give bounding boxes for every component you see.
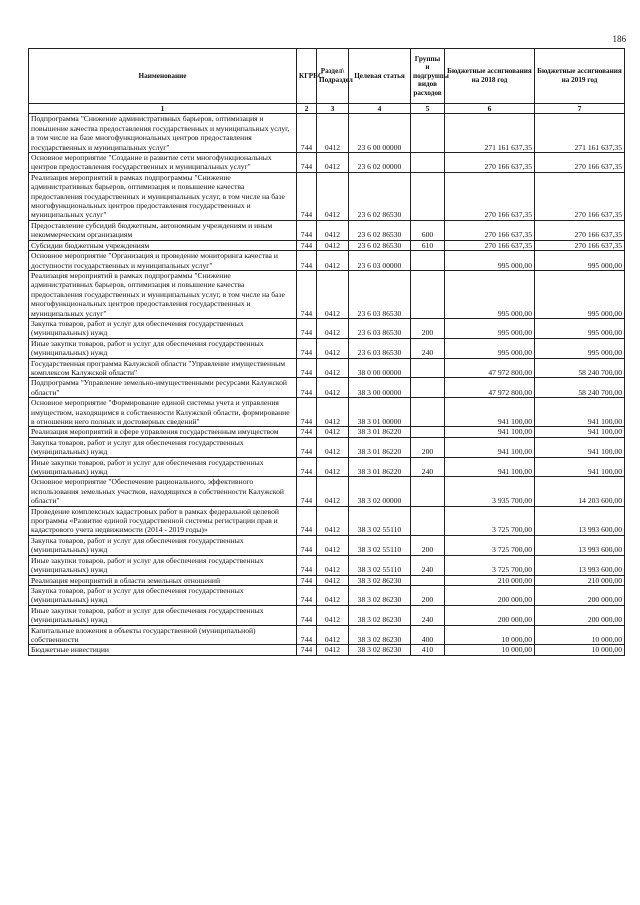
row-group-cell: [411, 153, 445, 173]
row-article-cell: 38 3 02 55110: [349, 535, 411, 555]
row-kgrbs-cell: 744: [297, 437, 317, 457]
row-name-cell: Подпрограмма "Управление земельно-имущественными ресурсами Калужской области": [29, 378, 297, 398]
row-budget-2019-cell: 200 000,00: [535, 585, 625, 605]
row-group-cell: [411, 270, 445, 318]
row-budget-2018-cell: 3 725 700,00: [445, 555, 535, 575]
table-row: [29, 427, 625, 437]
row-name-cell: Иные закупки товаров, работ и услуг для обеспечения государственных (муниципальных) нужд: [29, 555, 297, 575]
row-budget-2019-cell: 14 203 600,00: [535, 477, 625, 506]
row-name-cell: Основное мероприятие "Создание и развитие сети многофункциональных центров предоставления государственных и муниципальных услуг": [29, 153, 297, 173]
row-group-cell: [411, 427, 445, 437]
row-section-cell: 0412: [317, 457, 349, 477]
row-kgrbs-cell: 744: [297, 240, 317, 250]
row-budget-2019-cell: 10 000,00: [535, 625, 625, 645]
row-group-cell: [411, 477, 445, 506]
row-group-cell: 610: [411, 240, 445, 250]
row-kgrbs-cell: 744: [297, 506, 317, 535]
row-budget-2019-cell: 995 000,00: [535, 338, 625, 358]
table-row: [29, 251, 625, 271]
table-row: [29, 220, 625, 240]
row-budget-2019-cell: 270 166 637,35: [535, 220, 625, 240]
row-budget-2019-cell: 210 000,00: [535, 575, 625, 585]
row-group-cell: 600: [411, 220, 445, 240]
row-kgrbs-cell: 744: [297, 378, 317, 398]
row-section-cell: 0412: [317, 625, 349, 645]
row-budget-2018-cell: 270 166 637,35: [445, 240, 535, 250]
column-number: 4: [349, 104, 411, 114]
row-group-cell: [411, 251, 445, 271]
row-kgrbs-cell: 744: [297, 270, 317, 318]
row-group-cell: [411, 575, 445, 585]
row-section-cell: 0412: [317, 645, 349, 655]
header-section: Раздел\ Подраздел: [317, 49, 349, 104]
row-article-cell: 38 3 02 55110: [349, 506, 411, 535]
row-budget-2018-cell: 3 725 700,00: [445, 506, 535, 535]
row-name-cell: Основное мероприятие "Формирование единой системы учета и управления имуществом, находящимся в собственности Калужской области, формирование в отношении него полных и достоверных сведений": [29, 398, 297, 427]
row-article-cell: 23 6 02 86530: [349, 240, 411, 250]
column-number: 3: [317, 104, 349, 114]
row-kgrbs-cell: 744: [297, 398, 317, 427]
row-name-cell: Предоставление субсидий бюджетным, автономным учреждениям и иным некоммерческим организациям: [29, 220, 297, 240]
row-name-cell: Закупка товаров, работ и услуг для обеспечения государственных (муниципальных) нужд: [29, 535, 297, 555]
column-number: 2: [297, 104, 317, 114]
column-number: 5: [411, 104, 445, 114]
row-name-cell: Капитальные вложения в объекты государственной (муниципальной) собственности: [29, 625, 297, 645]
row-budget-2019-cell: 941 100,00: [535, 398, 625, 427]
column-number: 6: [445, 104, 535, 114]
row-article-cell: 38 3 02 86230: [349, 645, 411, 655]
row-group-cell: 200: [411, 585, 445, 605]
row-group-cell: 200: [411, 318, 445, 338]
row-name-cell: Закупка товаров, работ и услуг для обеспечения государственных (муниципальных) нужд: [29, 585, 297, 605]
row-section-cell: 0412: [317, 506, 349, 535]
row-budget-2019-cell: 995 000,00: [535, 318, 625, 338]
row-budget-2018-cell: 995 000,00: [445, 338, 535, 358]
row-section-cell: 0412: [317, 398, 349, 427]
row-group-cell: 240: [411, 555, 445, 575]
table-row: [29, 575, 625, 585]
table-row: [29, 358, 625, 378]
row-kgrbs-cell: 744: [297, 605, 317, 625]
row-section-cell: 0412: [317, 427, 349, 437]
row-section-cell: 0412: [317, 318, 349, 338]
row-kgrbs-cell: 744: [297, 585, 317, 605]
row-section-cell: 0412: [317, 220, 349, 240]
row-section-cell: 0412: [317, 153, 349, 173]
row-group-cell: [411, 172, 445, 220]
column-number-row: [29, 104, 625, 114]
row-article-cell: 38 3 01 00000: [349, 398, 411, 427]
row-budget-2019-cell: 271 161 637,35: [535, 114, 625, 153]
table-row: [29, 114, 625, 153]
row-section-cell: 0412: [317, 251, 349, 271]
row-budget-2019-cell: 270 166 637,35: [535, 172, 625, 220]
table-row: [29, 437, 625, 457]
table-row: [29, 240, 625, 250]
row-article-cell: 23 6 02 86530: [349, 220, 411, 240]
row-section-cell: 0412: [317, 575, 349, 585]
row-budget-2018-cell: 3 935 700,00: [445, 477, 535, 506]
row-budget-2019-cell: 941 100,00: [535, 427, 625, 437]
row-name-cell: Основное мероприятие "Обеспечение рационального, эффективного использования земельных участков, находящихся в собственности Калужской области": [29, 477, 297, 506]
row-section-cell: 0412: [317, 240, 349, 250]
row-budget-2018-cell: 941 100,00: [445, 427, 535, 437]
row-budget-2018-cell: 210 000,00: [445, 575, 535, 585]
table-row: [29, 378, 625, 398]
row-section-cell: 0412: [317, 477, 349, 506]
row-name-cell: Реализация мероприятий в области земельных отношений: [29, 575, 297, 585]
row-budget-2019-cell: 13 993 600,00: [535, 506, 625, 535]
row-name-cell: Государственная программа Калужской области "Управление имущественным комплексом Калужской области": [29, 358, 297, 378]
row-group-cell: 240: [411, 457, 445, 477]
row-name-cell: Реализация мероприятий в рамках подпрограммы "Снижение административных барьеров, оптимизация и повышение качества предоставления государственных и муниципальных услуг, в том числе на базе многофункциональных центров предоставления государственных и муниципальных услуг": [29, 270, 297, 318]
table-row: [29, 338, 625, 358]
row-group-cell: [411, 506, 445, 535]
row-budget-2018-cell: 941 100,00: [445, 437, 535, 457]
table-row: [29, 172, 625, 220]
row-kgrbs-cell: 744: [297, 220, 317, 240]
row-article-cell: 38 3 02 55110: [349, 555, 411, 575]
row-name-cell: Иные закупки товаров, работ и услуг для обеспечения государственных (муниципальных) нужд: [29, 457, 297, 477]
budget-table: [28, 48, 625, 656]
column-number: 1: [29, 104, 297, 114]
row-article-cell: 38 3 02 86230: [349, 605, 411, 625]
row-name-cell: Иные закупки товаров, работ и услуг для обеспечения государственных (муниципальных) нужд: [29, 605, 297, 625]
table-row: [29, 506, 625, 535]
table-row: [29, 535, 625, 555]
row-group-cell: 400: [411, 625, 445, 645]
row-budget-2019-cell: 941 100,00: [535, 457, 625, 477]
page-number: 186: [612, 34, 626, 44]
row-budget-2018-cell: 47 972 800,00: [445, 378, 535, 398]
row-budget-2019-cell: 270 166 637,35: [535, 153, 625, 173]
row-budget-2018-cell: 3 725 700,00: [445, 535, 535, 555]
row-budget-2018-cell: 995 000,00: [445, 251, 535, 271]
row-article-cell: 38 3 01 86220: [349, 427, 411, 437]
row-kgrbs-cell: 744: [297, 555, 317, 575]
table-row: [29, 477, 625, 506]
table-row: [29, 270, 625, 318]
header-budget-2019: Бюджетные ассигнования на 2019 год: [535, 49, 625, 104]
row-group-cell: 200: [411, 535, 445, 555]
row-budget-2019-cell: 995 000,00: [535, 270, 625, 318]
row-kgrbs-cell: 744: [297, 338, 317, 358]
row-group-cell: [411, 398, 445, 427]
row-article-cell: 38 3 02 00000: [349, 477, 411, 506]
row-budget-2018-cell: 10 000,00: [445, 625, 535, 645]
row-name-cell: Реализация мероприятий в сфере управления государственным имуществом: [29, 427, 297, 437]
row-group-cell: [411, 114, 445, 153]
header-budget-2018: Бюджетные ассигнования на 2018 год: [445, 49, 535, 104]
table-row: [29, 153, 625, 173]
row-article-cell: 23 6 03 86530: [349, 270, 411, 318]
row-budget-2019-cell: 10 000,00: [535, 645, 625, 655]
row-name-cell: Основное мероприятие "Организация и проведение мониторинга качества и доступности государственных и муниципальных услуг": [29, 251, 297, 271]
table-body: [29, 114, 625, 655]
row-budget-2019-cell: 270 166 637,35: [535, 240, 625, 250]
row-section-cell: 0412: [317, 605, 349, 625]
row-budget-2018-cell: 10 000,00: [445, 645, 535, 655]
header-name: Наименование: [29, 49, 297, 104]
row-section-cell: 0412: [317, 338, 349, 358]
row-section-cell: 0412: [317, 535, 349, 555]
row-group-cell: 240: [411, 605, 445, 625]
row-budget-2018-cell: 941 100,00: [445, 398, 535, 427]
row-article-cell: 38 0 00 00000: [349, 358, 411, 378]
table-row: [29, 318, 625, 338]
row-article-cell: 38 3 02 86230: [349, 625, 411, 645]
row-budget-2019-cell: 58 240 700,00: [535, 378, 625, 398]
row-article-cell: 38 3 02 86230: [349, 575, 411, 585]
row-budget-2018-cell: 200 000,00: [445, 585, 535, 605]
row-budget-2018-cell: 271 161 637,35: [445, 114, 535, 153]
row-budget-2018-cell: 941 100,00: [445, 457, 535, 477]
row-article-cell: 23 6 03 86530: [349, 338, 411, 358]
column-number: 7: [535, 104, 625, 114]
row-article-cell: 38 3 02 86230: [349, 585, 411, 605]
row-article-cell: 23 6 00 00000: [349, 114, 411, 153]
row-section-cell: 0412: [317, 437, 349, 457]
row-section-cell: 0412: [317, 585, 349, 605]
row-section-cell: 0412: [317, 358, 349, 378]
row-article-cell: 23 6 03 00000: [349, 251, 411, 271]
row-article-cell: 23 6 02 86530: [349, 172, 411, 220]
row-name-cell: Иные закупки товаров, работ и услуг для обеспечения государственных (муниципальных) нужд: [29, 338, 297, 358]
row-section-cell: 0412: [317, 378, 349, 398]
row-budget-2018-cell: 47 972 800,00: [445, 358, 535, 378]
row-section-cell: 0412: [317, 114, 349, 153]
row-group-cell: [411, 378, 445, 398]
row-group-cell: 240: [411, 338, 445, 358]
row-section-cell: 0412: [317, 555, 349, 575]
row-section-cell: 0412: [317, 270, 349, 318]
table-row: [29, 585, 625, 605]
row-article-cell: 38 3 01 86220: [349, 437, 411, 457]
row-budget-2018-cell: 270 166 637,35: [445, 220, 535, 240]
row-budget-2018-cell: 995 000,00: [445, 318, 535, 338]
row-kgrbs-cell: 744: [297, 575, 317, 585]
row-kgrbs-cell: 744: [297, 153, 317, 173]
row-budget-2018-cell: 995 000,00: [445, 270, 535, 318]
row-name-cell: Реализация мероприятий в рамках подпрограммы "Снижение административных барьеров, оптимизация и повышение качества предоставления государственных и муниципальных услуг, в том числе на базе многофункциональных центров предоставления государственных и муниципальных услуг": [29, 172, 297, 220]
row-name-cell: Бюджетные инвестиции: [29, 645, 297, 655]
header-groups: Группы и подгруппы видов расходов: [411, 49, 445, 104]
row-kgrbs-cell: 744: [297, 251, 317, 271]
row-name-cell: Подпрограмма "Снижение административных барьеров, оптимизация и повышение качества предоставления государственных и муниципальных услуг, в том числе на базе многофункциональных центров предоставления государственных и муниципальных услуг": [29, 114, 297, 153]
row-article-cell: 23 6 03 86530: [349, 318, 411, 338]
row-article-cell: 38 3 00 00000: [349, 378, 411, 398]
row-group-cell: 200: [411, 437, 445, 457]
row-kgrbs-cell: 744: [297, 535, 317, 555]
row-budget-2019-cell: 13 993 600,00: [535, 535, 625, 555]
row-name-cell: Субсидии бюджетным учреждениям: [29, 240, 297, 250]
table-row: [29, 457, 625, 477]
row-kgrbs-cell: 744: [297, 172, 317, 220]
row-budget-2019-cell: 995 000,00: [535, 251, 625, 271]
row-name-cell: Закупка товаров, работ и услуг для обеспечения государственных (муниципальных) нужд: [29, 318, 297, 338]
row-article-cell: 38 3 01 86220: [349, 457, 411, 477]
table-row: [29, 605, 625, 625]
table-row: [29, 555, 625, 575]
row-budget-2018-cell: 200 000,00: [445, 605, 535, 625]
row-name-cell: Проведение комплексных кадастровых работ в рамках федеральной целевой программы «Развитие единой государственной системы регистрации прав и кадастрового учета недвижимости (2014 - 2019 годы)»: [29, 506, 297, 535]
row-budget-2019-cell: 941 100,00: [535, 437, 625, 457]
table-row: [29, 625, 625, 645]
row-name-cell: Закупка товаров, работ и услуг для обеспечения государственных (муниципальных) нужд: [29, 437, 297, 457]
row-kgrbs-cell: 744: [297, 318, 317, 338]
row-budget-2019-cell: 13 993 600,00: [535, 555, 625, 575]
table-row: [29, 645, 625, 655]
header-kgrbs: КГРБС: [297, 49, 317, 104]
row-section-cell: 0412: [317, 172, 349, 220]
row-kgrbs-cell: 744: [297, 114, 317, 153]
row-budget-2019-cell: 58 240 700,00: [535, 358, 625, 378]
row-budget-2018-cell: 270 166 637,35: [445, 172, 535, 220]
row-budget-2019-cell: 200 000,00: [535, 605, 625, 625]
table-header-row: [29, 49, 625, 104]
row-kgrbs-cell: 744: [297, 477, 317, 506]
row-kgrbs-cell: 744: [297, 457, 317, 477]
row-group-cell: [411, 358, 445, 378]
row-article-cell: 23 6 02 00000: [349, 153, 411, 173]
row-kgrbs-cell: 744: [297, 645, 317, 655]
row-budget-2018-cell: 270 166 637,35: [445, 153, 535, 173]
row-kgrbs-cell: 744: [297, 358, 317, 378]
header-article: Целевая статья: [349, 49, 411, 104]
row-kgrbs-cell: 744: [297, 625, 317, 645]
row-group-cell: 410: [411, 645, 445, 655]
row-kgrbs-cell: 744: [297, 427, 317, 437]
table-row: [29, 398, 625, 427]
